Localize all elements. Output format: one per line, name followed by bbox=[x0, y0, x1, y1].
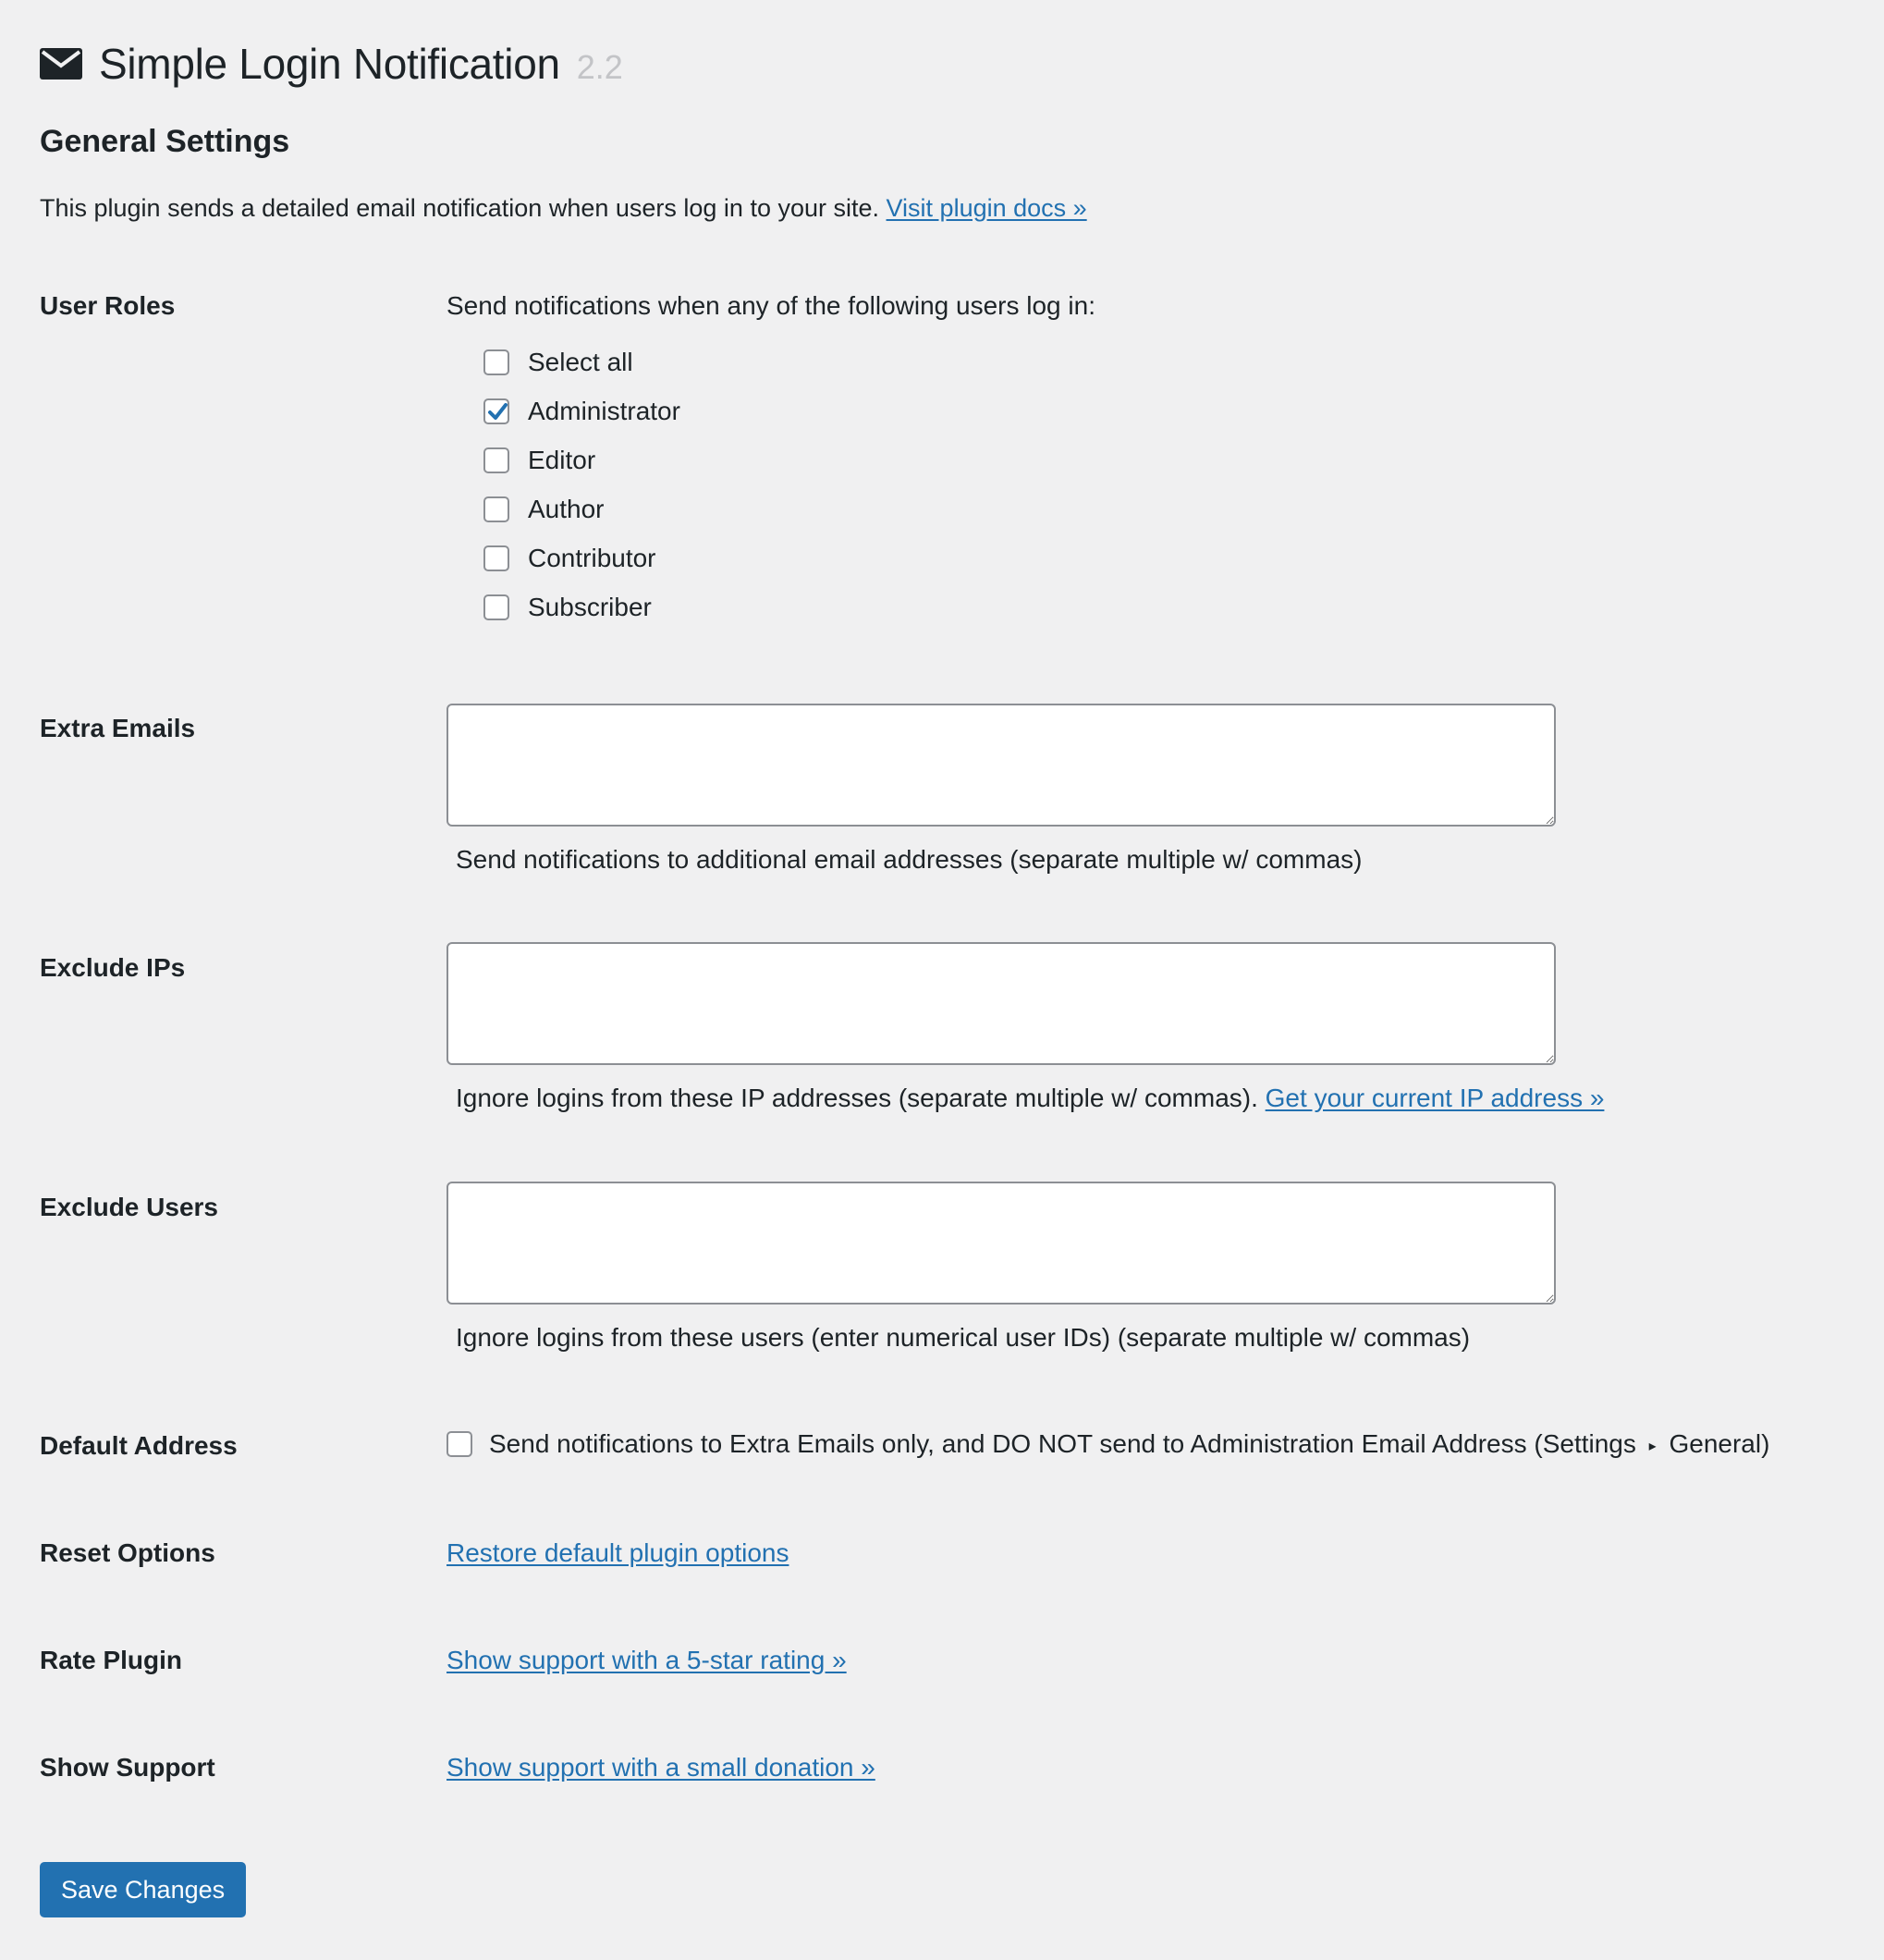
default-address-label: Default Address bbox=[40, 1431, 238, 1460]
extra-emails-field bbox=[447, 704, 1556, 875]
role-checkbox-item[interactable] bbox=[483, 582, 1095, 631]
role-checkbox-item[interactable] bbox=[483, 435, 1095, 484]
intro-description: This plugin sends a detailed email notification when users log in to your site. bbox=[40, 194, 880, 222]
default-address-text-after: General) bbox=[1669, 1429, 1770, 1458]
mail-icon bbox=[40, 48, 82, 80]
extra-emails-textarea[interactable] bbox=[447, 704, 1556, 827]
default-address-text bbox=[489, 1429, 1769, 1459]
checkbox[interactable] bbox=[483, 447, 509, 473]
default-address-checkbox[interactable] bbox=[447, 1431, 472, 1457]
save-changes-button[interactable]: Save Changes bbox=[40, 1862, 246, 1917]
role-checkbox-item[interactable] bbox=[483, 386, 1095, 435]
role-checkbox-item[interactable] bbox=[483, 337, 1095, 386]
user-roles-field bbox=[447, 291, 1095, 631]
page-title: Simple Login Notification bbox=[99, 40, 560, 88]
plugin-docs-link[interactable]: Visit plugin docs » bbox=[886, 194, 1087, 222]
checkbox[interactable] bbox=[483, 545, 509, 571]
show-support-field bbox=[447, 1753, 875, 1782]
rate-plugin-link[interactable]: Show support with a 5-star rating » bbox=[447, 1646, 847, 1674]
plugin-version: 2.2 bbox=[576, 48, 623, 86]
donation-link[interactable]: Show support with a small donation » bbox=[447, 1753, 875, 1782]
rate-plugin-field bbox=[447, 1646, 847, 1675]
extra-emails-description: Send notifications to additional email addresses (separate multiple w/ commas) bbox=[456, 845, 1363, 874]
exclude-users-field bbox=[447, 1182, 1556, 1353]
reset-options-field bbox=[447, 1538, 789, 1568]
role-label: Subscriber bbox=[528, 592, 652, 621]
checkbox-checked[interactable] bbox=[483, 398, 509, 424]
exclude-ips-label: Exclude IPs bbox=[40, 953, 186, 982]
triangle-right-icon: ▸ bbox=[1648, 1438, 1657, 1454]
checkbox[interactable] bbox=[483, 496, 509, 522]
user-roles-label: User Roles bbox=[40, 291, 176, 320]
checkmark-icon bbox=[483, 397, 511, 426]
restore-defaults-link[interactable]: Restore default plugin options bbox=[447, 1538, 789, 1567]
user-roles-list bbox=[483, 337, 1095, 631]
exclude-ips-description-text: Ignore logins from these IP addresses (separate multiple w/ commas). bbox=[456, 1084, 1258, 1112]
exclude-users-label: Exclude Users bbox=[40, 1193, 218, 1221]
exclude-ips-field bbox=[447, 942, 1604, 1113]
extra-emails-label: Extra Emails bbox=[40, 714, 196, 742]
current-ip-link[interactable]: Get your current IP address » bbox=[1265, 1084, 1605, 1112]
section-title: General Settings bbox=[40, 124, 290, 159]
role-label: Administrator bbox=[528, 396, 680, 425]
default-address-field[interactable] bbox=[447, 1429, 1769, 1459]
exclude-ips-textarea[interactable] bbox=[447, 942, 1556, 1065]
role-label: Contributor bbox=[528, 543, 656, 572]
rate-plugin-label: Rate Plugin bbox=[40, 1646, 183, 1674]
checkbox[interactable] bbox=[483, 594, 509, 620]
show-support-label: Show Support bbox=[40, 1753, 215, 1782]
reset-options-label: Reset Options bbox=[40, 1538, 215, 1567]
role-label: Editor bbox=[528, 445, 596, 474]
role-checkbox-item[interactable] bbox=[483, 533, 1095, 582]
page-header bbox=[40, 31, 623, 96]
role-label: Select all bbox=[528, 347, 633, 376]
checkbox[interactable] bbox=[483, 349, 509, 375]
default-address-text-before: Send notifications to Extra Emails only, and DO NOT send to Administration Email Address (Settings bbox=[489, 1429, 1636, 1458]
exclude-ips-description bbox=[456, 1084, 1604, 1113]
role-checkbox-item[interactable] bbox=[483, 484, 1095, 533]
intro-text bbox=[40, 194, 1087, 223]
user-roles-intro: Send notifications when any of the following users log in: bbox=[447, 291, 1095, 320]
exclude-users-description: Ignore logins from these users (enter numerical user IDs) (separate multiple w/ commas) bbox=[456, 1323, 1471, 1352]
exclude-users-textarea[interactable] bbox=[447, 1182, 1556, 1305]
role-label: Author bbox=[528, 494, 605, 523]
